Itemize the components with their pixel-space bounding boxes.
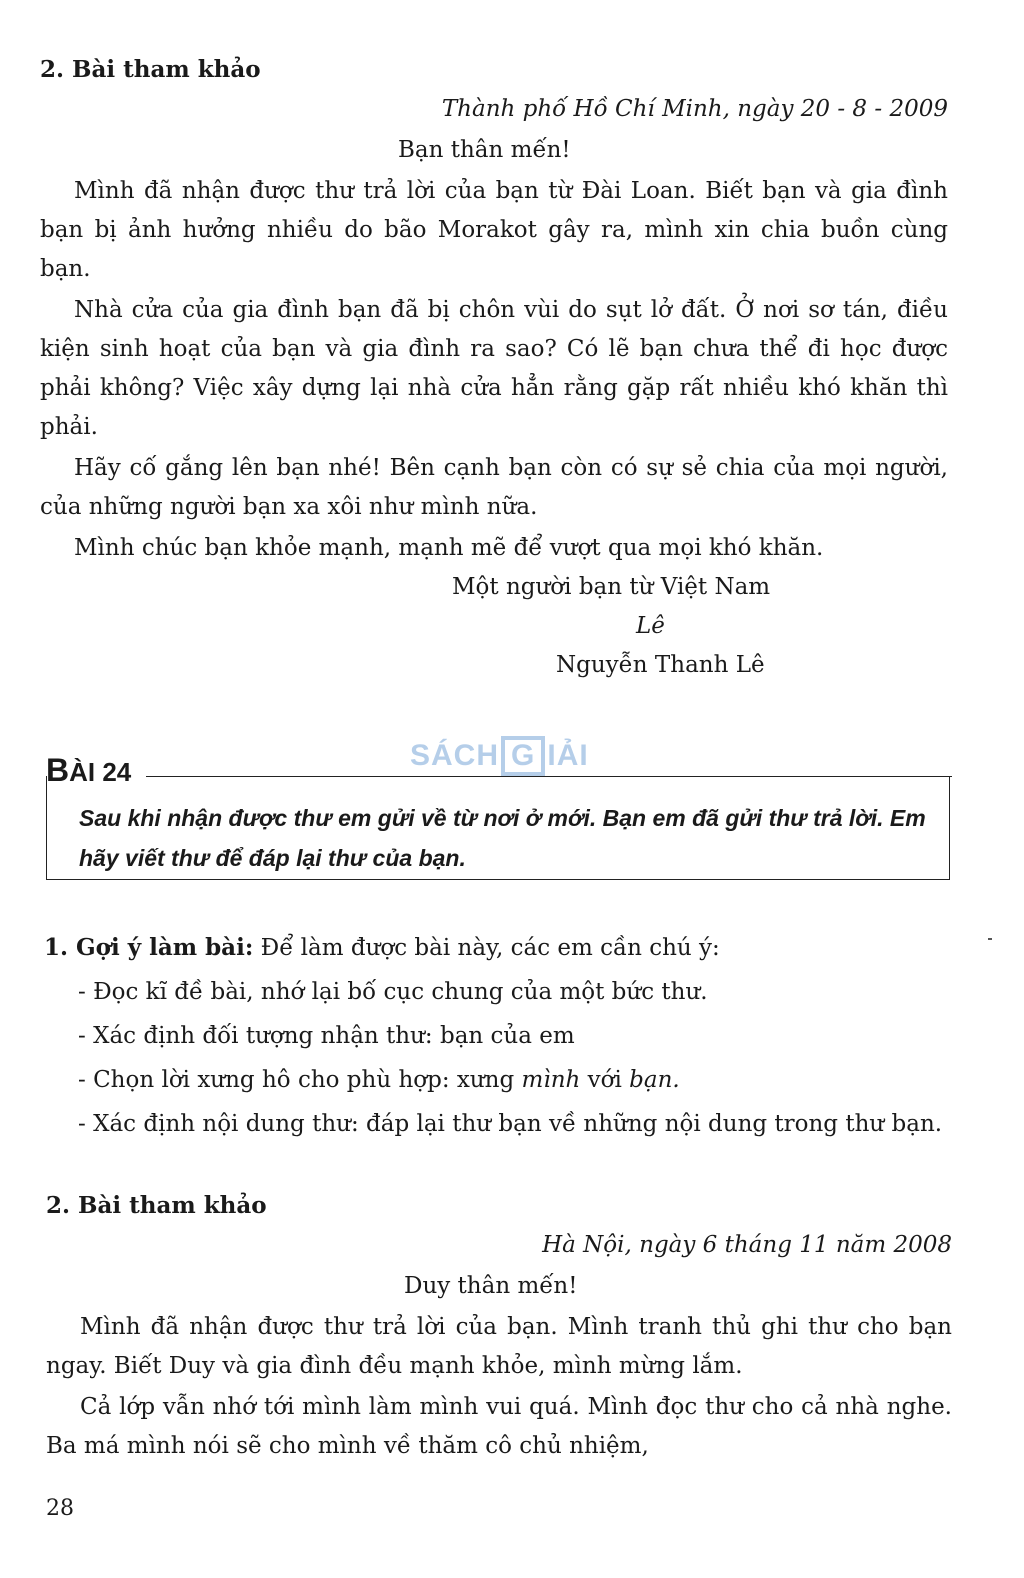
exercise-task-box: Sau khi nhận được thư em gửi về từ nơi ở mới. Bạn em đã gửi thư trả lời. Em hãy viết thư để đáp lại thư của bạn. [46, 776, 950, 880]
print-speck [988, 938, 992, 940]
letter-salutation: Bạn thân mến! [398, 137, 571, 163]
hints-title: 1. Gợi ý làm bài: [44, 934, 254, 961]
hint-text: với [580, 1067, 630, 1093]
watermark-logo [410, 736, 589, 776]
watermark-text-right: IẢI [547, 739, 589, 772]
section-title-reference-2: 2. Bài tham khảo [46, 1192, 267, 1219]
reference-letter-1 [40, 90, 948, 685]
letter-place-date: Hà Nội, ngày 6 tháng 11 năm 2008 [542, 1232, 952, 1258]
hint-emphasis: bạn. [629, 1067, 680, 1093]
letter-paragraph: Cả lớp vẫn nhớ tới mình làm mình vui quá. Mình đọc thư cho cả nhà nghe. Ba má mình nói sẽ cho mình về thăm cô chủ nhiệm, [46, 1394, 952, 1459]
section-title-reference-1: 2. Bài tham khảo [40, 56, 261, 83]
hint-item: - Đọc kĩ đề bài, nhớ lại bố cục chung của một bức thư. [78, 979, 708, 1005]
letter-paragraph: Mình đã nhận được thư trả lời của bạn. Mình tranh thủ ghi thư cho bạn ngay. Biết Duy và gia đình đều mạnh khỏe, mình mừng lắm. [46, 1314, 952, 1379]
reference-letter-2 [46, 1226, 952, 1466]
hints-lead-text: Để làm được bài này, các em cần chú ý: [253, 935, 720, 961]
hint-item: - Xác định đối tượng nhận thư: bạn của em [78, 1023, 575, 1049]
hints-section [44, 928, 952, 1144]
hint-emphasis: mình [521, 1067, 581, 1093]
letter-closing: Một người bạn từ Việt Nam [452, 574, 771, 600]
hint-text: - Chọn lời xưng hô cho phù hợp: xưng [78, 1067, 522, 1093]
letter-paragraph: Nhà cửa của gia đình bạn đã bị chôn vùi do sụt lở đất. Ở nơi sơ tán, điều kiện sinh hoạt của bạn và gia đình ra sao? Có lẽ bạn chưa thể đi học được phải không? Việc xây dựng lại nhà cửa hẳn rằng gặp rất nhiều khó khăn thì phải. [40, 297, 948, 440]
exercise-label-rest: ÀI 24 [69, 757, 132, 787]
watermark-text-left: SÁCH [410, 739, 500, 772]
letter-salutation: Duy thân mến! [404, 1273, 578, 1299]
exercise-label-initial: B [46, 752, 70, 788]
letter-paragraph: Mình chúc bạn khỏe mạnh, mạnh mẽ để vượt qua mọi khó khăn. [74, 535, 824, 561]
letter-place-date: Thành phố Hồ Chí Minh, ngày 20 - 8 - 2009 [441, 96, 948, 122]
letter-full-name: Nguyễn Thanh Lê [556, 652, 765, 678]
letter-paragraph: Hãy cố gắng lên bạn nhé! Bên cạnh bạn còn có sự sẻ chia của mọi người, của những người bạn xa xôi như mình nữa. [40, 455, 948, 520]
hints-lead [44, 928, 952, 968]
hint-item: - Xác định nội dung thư: đáp lại thư bạn về những nội dung trong thư bạn. [78, 1111, 943, 1137]
letter-paragraph: Mình đã nhận được thư trả lời của bạn từ Đài Loan. Biết bạn và gia đình bạn bị ảnh hưởng nhiều do bão Morakot gây ra, mình xin chia buồn cùng bạn. [40, 178, 948, 282]
page-number: 28 [46, 1496, 74, 1521]
hint-item [44, 1061, 952, 1100]
letter-signature: Lê [636, 613, 665, 639]
watermark-text-box: G [501, 736, 545, 776]
